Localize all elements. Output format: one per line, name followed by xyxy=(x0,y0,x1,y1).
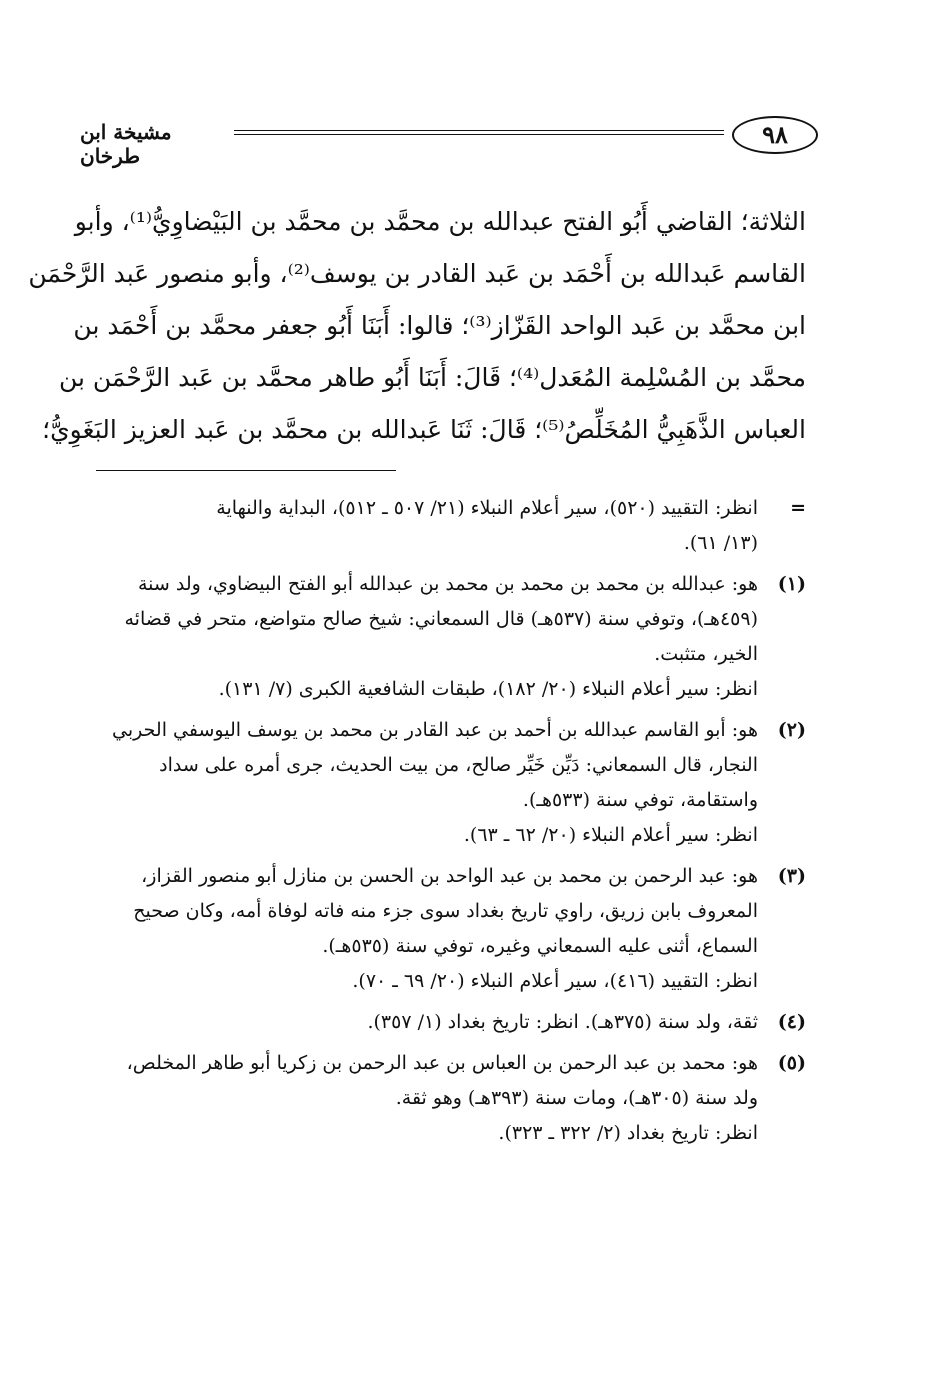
footnote xyxy=(96,1046,806,1151)
footnote xyxy=(96,491,806,561)
footnote-line: الخير، متثبت. xyxy=(654,643,758,665)
footnote-line: النجار، قال السمعاني: دَيِّن خَيِّر صالح، من بيت الحديث، جرى أمره على سداد xyxy=(159,754,758,776)
main-text-line: الثلاثة؛ القاضي أَبُو الفتح عبدالله بن محمَّد بن محمَّد بن البَيْضاوِيُّ⁽¹⁾، وأبو xyxy=(74,207,806,236)
footnote-marker: (٥) xyxy=(777,1052,806,1074)
main-text-line: ابن محمَّد بن عَبد الواحد القَزّاز⁽³⁾؛ قالوا: أَبَنَا أَبُو جعفر محمَّد بن أَحْمَد بن xyxy=(73,311,806,340)
main-text-line: القاسم عَبدالله بن أَحْمَد بن عَبد القادر بن يوسف⁽²⁾، وأبو منصور عَبد الرَّحْمَن xyxy=(28,259,806,288)
footnote-line: (٤٥٩هـ)، وتوفي سنة (٥٣٧هـ) قال السمعاني: شيخ صالح متواضع، متحر في قضائه xyxy=(124,608,758,630)
footnote-line: واستقامة، توفي سنة (٥٣٣هـ). xyxy=(522,789,758,811)
footnote xyxy=(96,859,806,999)
footnote-line: هو: أبو القاسم عبدالله بن أحمد بن عبد القادر بن محمد بن يوسف اليوسفي الحربي xyxy=(112,719,758,741)
footnote-line: هو: عبد الرحمن بن محمد بن عبد الواحد بن الحسن بن منازل أبو منصور القزاز، xyxy=(141,865,758,887)
footnotes xyxy=(96,491,806,1151)
footnote-line: المعروف بابن زريق، راوي تاريخ بغداد سوى جزء منه فاته لوفاة أمه، وكان صحيح xyxy=(133,900,758,922)
footnote-marker: (٣) xyxy=(777,865,806,887)
footnote xyxy=(96,567,806,707)
footnote-separator xyxy=(96,470,396,471)
footnote-marker: = xyxy=(790,497,806,519)
footnote-line: انظر: سير أعلام النبلاء (٢٠/ ١٨٢)، طبقات الشافعية الكبرى (٧/ ١٣١). xyxy=(218,678,758,700)
footnote-line: انظر: التقييد (٤١٦)، سير أعلام النبلاء (٢٠/ ٦٩ ـ ٧٠). xyxy=(352,970,758,992)
footnote-line: انظر: تاريخ بغداد (٢/ ٣٢٢ ـ ٣٢٣). xyxy=(498,1122,758,1144)
footnote-line: انظر: سير أعلام النبلاء (٢٠/ ٦٢ ـ ٦٣). xyxy=(463,824,758,846)
footnote-marker: (١) xyxy=(777,573,806,595)
footnote-line: (١٣/ ٦١). xyxy=(683,532,758,554)
main-text xyxy=(28,196,806,456)
main-text-line: محمَّد بن المُسْلِمة المُعَدل⁽⁴⁾؛ قَالَ: أَبَنَا أَبُو طاهر محمَّد بن عَبد الرَّحْمَن بن xyxy=(58,363,806,392)
page-number: ٩٨ xyxy=(732,116,818,154)
footnote-line: السماع، أثنى عليه السمعاني وغيره، توفي سنة (٥٣٥هـ). xyxy=(322,935,758,957)
footnote xyxy=(96,713,806,853)
footnote-line: ثقة، ولد سنة (٣٧٥هـ). انظر: تاريخ بغداد (١/ ٣٥٧). xyxy=(367,1011,758,1033)
footnote-line: انظر: التقييد (٥٢٠)، سير أعلام النبلاء (٢١/ ٥٠٧ ـ ٥١٢)، البداية والنهاية xyxy=(216,497,758,519)
footnote-line: ولد سنة (٣٠٥هـ)، ومات سنة (٣٩٣هـ) وهو ثقة. xyxy=(395,1087,758,1109)
footnote-line: هو: محمد بن عبد الرحمن بن العباس بن عبد الرحمن بن زكريا أبو طاهر المخلص، xyxy=(126,1052,758,1074)
footnote-line: هو: عبدالله بن محمد بن محمد بن محمد بن عبدالله أبو الفتح البيضاوي، ولد سنة xyxy=(138,573,758,595)
main-text-line: العباس الذَّهَبِيُّ المُخَلِّصُ⁽⁵⁾؛ قَالَ: ثَنَا عَبدالله بن محمَّد بن عَبد العزيز البَغَوِيُّ؛ xyxy=(42,415,806,444)
header-rule xyxy=(234,130,724,135)
book-title: مشيخة ابن طرخان xyxy=(80,120,172,168)
footnote-marker: (٢) xyxy=(777,719,806,741)
footnote-marker: (٤) xyxy=(777,1011,806,1033)
running-header xyxy=(80,110,806,168)
footnote xyxy=(96,1005,806,1040)
page xyxy=(28,110,806,1157)
